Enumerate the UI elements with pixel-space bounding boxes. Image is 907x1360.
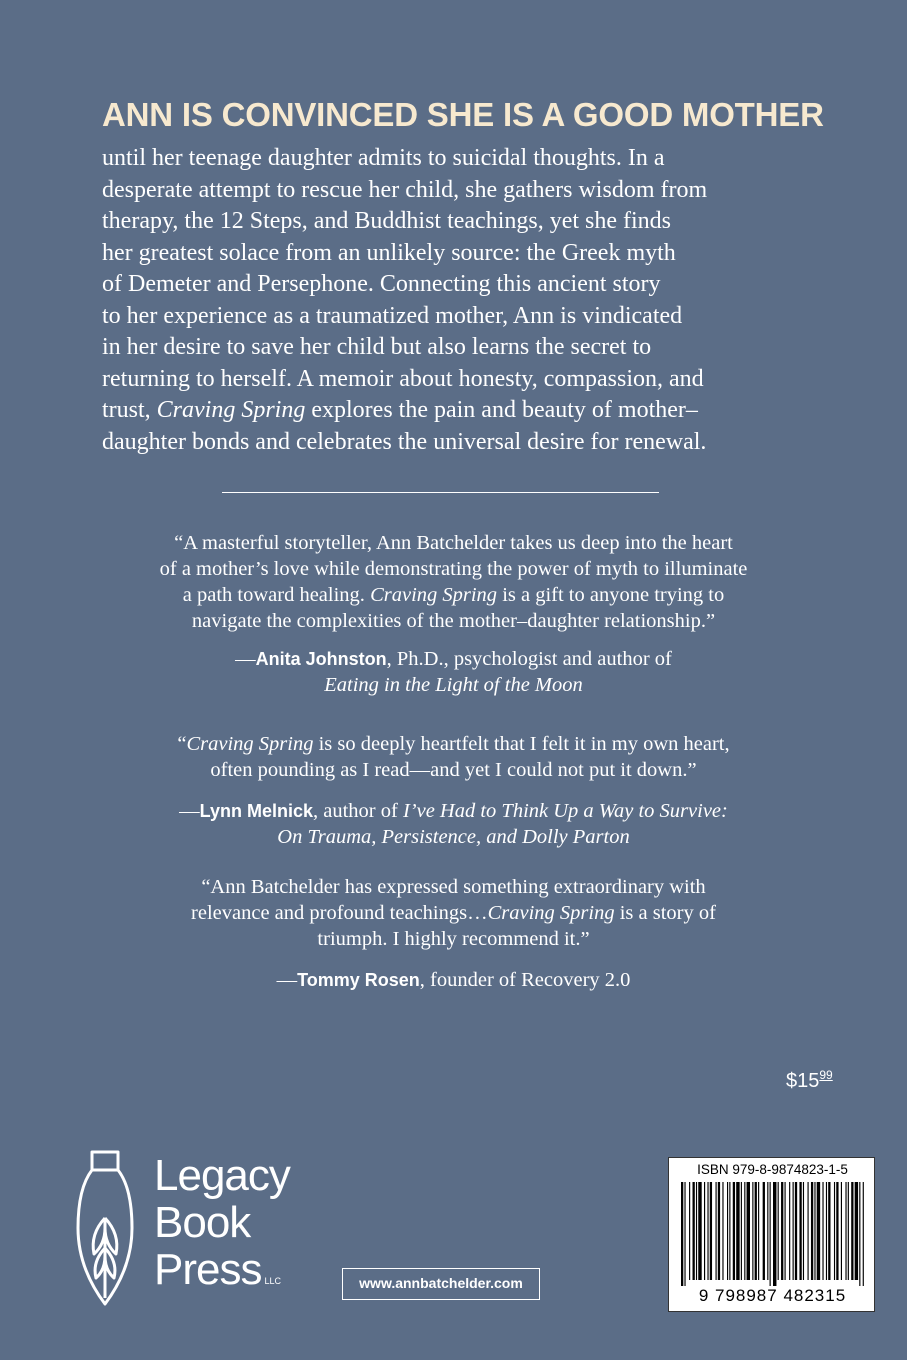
divider bbox=[222, 492, 659, 493]
quote-line bbox=[60, 900, 847, 926]
quote-line bbox=[60, 731, 847, 757]
barcode-bar bbox=[799, 1182, 801, 1280]
attribution-dash: — bbox=[235, 648, 256, 670]
barcode-bar bbox=[741, 1182, 742, 1280]
barcode-bars bbox=[679, 1182, 866, 1286]
barcode-bar bbox=[834, 1182, 835, 1280]
publisher-suffix: LLC bbox=[264, 1276, 281, 1286]
pen-nib-icon bbox=[70, 1148, 140, 1308]
barcode-bar bbox=[752, 1182, 753, 1280]
quote-line: of a mother’s love while demonstrating the power of myth to illuminate bbox=[159, 558, 748, 580]
blurb-line: her greatest solace from an unlikely source: the Greek myth bbox=[102, 239, 676, 266]
quote-text: relevance and profound teachings… bbox=[191, 902, 488, 924]
price bbox=[786, 1068, 833, 1093]
blurb-line bbox=[102, 395, 802, 427]
barcode-bar bbox=[744, 1182, 745, 1280]
barcode-bar bbox=[693, 1182, 695, 1280]
endorser-book: Eating in the Light of the Moon bbox=[324, 674, 583, 696]
endorsement-attribution-2 bbox=[60, 798, 847, 850]
book-title: Craving Spring bbox=[156, 397, 306, 423]
blurb-line: of Demeter and Persephone. Connecting this ancient story bbox=[102, 271, 661, 297]
barcode-bar bbox=[781, 1182, 783, 1280]
barcode-bar bbox=[808, 1182, 809, 1280]
attribution-dash: — bbox=[276, 969, 298, 991]
publisher-logo bbox=[70, 1148, 290, 1308]
barcode-bar bbox=[795, 1182, 797, 1280]
barcode-bar bbox=[863, 1182, 864, 1286]
barcode-bar bbox=[778, 1182, 779, 1280]
barcode-bar bbox=[716, 1182, 717, 1280]
attribution-line bbox=[60, 672, 847, 698]
barcode-bar bbox=[836, 1182, 838, 1280]
barcode-bar bbox=[718, 1182, 720, 1280]
barcode-bar bbox=[811, 1182, 813, 1280]
endorser-name: Anita Johnston bbox=[255, 649, 387, 669]
barcode-bar bbox=[817, 1182, 820, 1280]
barcode-bar bbox=[704, 1182, 705, 1280]
barcode-bar bbox=[822, 1182, 823, 1280]
quote-text: “ bbox=[177, 733, 187, 755]
barcode-bar bbox=[696, 1182, 697, 1280]
quote-line: triumph. I highly recommend it.” bbox=[317, 928, 590, 950]
endorsement-attribution-3 bbox=[60, 967, 847, 993]
endorser-role: , founder of Recovery 2.0 bbox=[419, 969, 631, 991]
blurb-line: therapy, the 12 Steps, and Buddhist teachings, yet she finds bbox=[102, 208, 672, 234]
barcode-bar bbox=[722, 1182, 723, 1280]
endorser-role: , author of bbox=[313, 800, 403, 822]
website-link[interactable]: www.annbatchelder.com bbox=[342, 1268, 540, 1300]
price-cents: 99 bbox=[819, 1068, 833, 1082]
barcode-bar bbox=[681, 1182, 683, 1286]
barcode-digits: 9 798987 482315 bbox=[698, 1286, 847, 1305]
endorsement-attribution-1 bbox=[60, 646, 847, 698]
publisher-name bbox=[154, 1152, 290, 1305]
barcode-bar bbox=[826, 1182, 827, 1280]
blurb-text: explores the pain and beauty of mother– bbox=[305, 397, 698, 423]
barcode-bar bbox=[684, 1182, 685, 1286]
barcode-bar bbox=[855, 1182, 858, 1280]
barcode-bar bbox=[793, 1182, 794, 1280]
barcode-bar bbox=[803, 1182, 804, 1280]
headline: ANN IS CONVINCED SHE IS A GOOD MOTHER bbox=[102, 96, 824, 133]
barcode-bar bbox=[736, 1182, 739, 1280]
quote-text: is a story of bbox=[614, 902, 716, 924]
attribution-line bbox=[60, 824, 847, 850]
blurb-line: until her teenage daughter admits to suicidal thoughts. In a bbox=[102, 145, 665, 171]
publisher-line: Legacy bbox=[154, 1151, 290, 1200]
book-title: Craving Spring bbox=[370, 584, 498, 606]
blurb-line: returning to herself. A memoir about honesty, compassion, and bbox=[102, 365, 704, 392]
barcode-bar bbox=[747, 1182, 750, 1280]
barcode-bar bbox=[814, 1182, 815, 1280]
publisher-line: Book bbox=[154, 1198, 251, 1247]
endorser-book: On Trauma, Persistence, and Dolly Parton bbox=[277, 826, 630, 848]
blurb-line: to her experience as a traumatized mother, Ann is vindicated bbox=[102, 302, 683, 329]
endorser-name: Lynn Melnick bbox=[199, 801, 313, 821]
attribution-line bbox=[60, 798, 847, 824]
quote-text: is a gift to anyone trying to bbox=[497, 584, 725, 606]
barcode-bar bbox=[785, 1182, 786, 1280]
barcode-bar bbox=[845, 1182, 846, 1280]
barcode-bar bbox=[729, 1182, 730, 1280]
barcode-bar bbox=[698, 1182, 701, 1280]
quote-line: often pounding as I read—and yet I could not put it down.” bbox=[210, 759, 697, 781]
barcode-bar bbox=[733, 1182, 735, 1280]
book-title: Craving Spring bbox=[186, 733, 314, 755]
publisher-word: Press bbox=[154, 1245, 262, 1294]
barcode-bar bbox=[727, 1182, 728, 1280]
barcode-bar bbox=[767, 1182, 768, 1280]
blurb-line: daughter bonds and celebrates the universal desire for renewal. bbox=[102, 428, 707, 455]
isbn-barcode bbox=[668, 1157, 875, 1312]
barcode-bar bbox=[773, 1182, 776, 1286]
quote-line: navigate the complexities of the mother–daughter relationship.” bbox=[191, 610, 716, 632]
isbn-label: ISBN 979-8-9874823-1-5 bbox=[697, 1162, 848, 1177]
barcode-bar bbox=[859, 1182, 860, 1286]
barcode-bar bbox=[707, 1182, 708, 1280]
quote-line: “A masterful storyteller, Ann Batchelder takes us deep into the heart bbox=[174, 532, 733, 554]
blurb-text: trust, bbox=[102, 397, 157, 423]
attribution-line bbox=[60, 967, 847, 993]
blurb-line: desperate attempt to rescue her child, she gathers wisdom from bbox=[102, 176, 708, 203]
barcode-bar bbox=[689, 1182, 690, 1280]
blurb-line: in her desire to save her child but also learns the secret to bbox=[102, 334, 652, 360]
barcode-bar bbox=[710, 1182, 712, 1280]
barcode-bar bbox=[755, 1182, 757, 1280]
attribution-dash: — bbox=[179, 800, 200, 822]
price-dollars: $15 bbox=[786, 1070, 820, 1092]
endorser-name: Tommy Rosen bbox=[297, 970, 420, 990]
quote-text: is so deeply heartfelt that I felt it in my own heart, bbox=[313, 733, 730, 755]
endorsement-quote-2 bbox=[60, 731, 847, 783]
book-title: Craving Spring bbox=[487, 902, 615, 924]
endorser-role: , Ph.D., psychologist and author of bbox=[386, 648, 672, 670]
barcode-bar bbox=[770, 1182, 771, 1286]
quote-line: “Ann Batchelder has expressed something extraordinary with bbox=[201, 876, 706, 898]
endorser-book: I’ve Had to Think Up a Way to Survive: bbox=[402, 800, 728, 822]
attribution-line bbox=[60, 646, 847, 672]
barcode-bar bbox=[851, 1182, 853, 1280]
publisher-line bbox=[154, 1246, 290, 1305]
barcode-bar bbox=[828, 1182, 830, 1280]
endorsement-quote-1 bbox=[60, 530, 847, 634]
endorsement-quote-3 bbox=[60, 874, 847, 952]
quote-text: a path toward healing. bbox=[182, 584, 371, 606]
barcode-bar bbox=[789, 1182, 790, 1280]
barcode-bar bbox=[841, 1182, 842, 1280]
barcode-bar bbox=[848, 1182, 849, 1280]
barcode-bar bbox=[758, 1182, 759, 1280]
quote-line bbox=[60, 582, 847, 608]
book-description bbox=[102, 143, 802, 458]
barcode-bar bbox=[763, 1182, 765, 1280]
